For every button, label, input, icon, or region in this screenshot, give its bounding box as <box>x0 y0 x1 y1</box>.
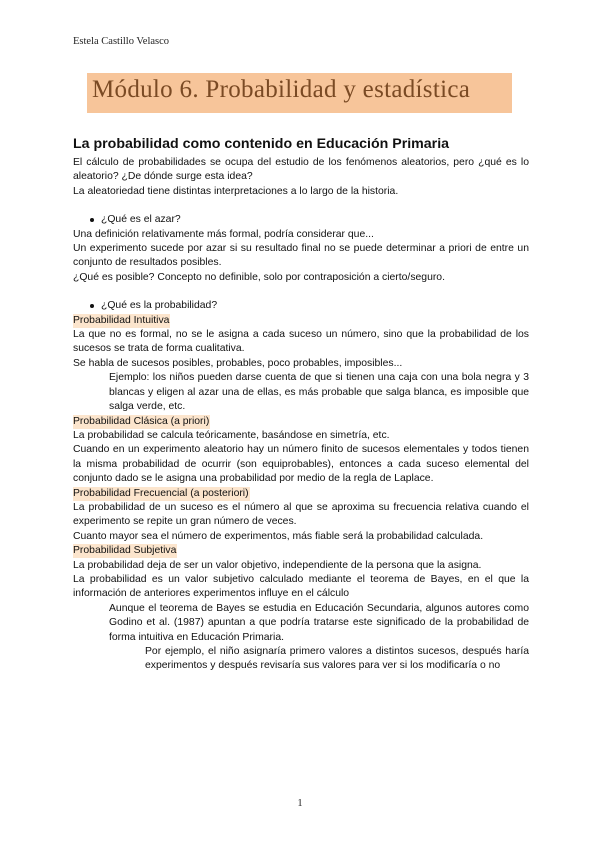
bullet-azar-text: ¿Qué es el azar? <box>101 214 181 226</box>
subjetiva-paragraph-1: La probabilidad deja de ser un valor objetivo, independiente de la persona que la asigna. <box>73 559 482 571</box>
subjetiva-paragraph-2: La probabilidad es un valor subjetivo calculado mediante el teorema de Bayes, en el que la información de anteriores experimentos influye en el cálculo <box>73 573 529 600</box>
azar-paragraph-1: Una definición relativamente más formal, podría considerar que... <box>73 228 374 240</box>
bullet-dot-icon <box>90 304 94 308</box>
bullet-probabilidad <box>73 299 529 313</box>
clasica-paragraph-2: Cuando en un experimento aleatorio hay un número finito de sucesos elementales y todos tienen la misma probabilidad de ocurrir (son equiprobables), entonces a cada suceso elemental del conjunto dado se le asigna una probabilidad por medio de la regla de Laplace. <box>73 444 529 485</box>
label-probabilidad-subjetiva: Probabilidad Subjetiva <box>73 545 177 557</box>
intuitiva-example: Ejemplo: los niños pueden darse cuenta de que si tienen una caja con una bola negra y 3 blancas y eligen al azar una de ellas, es más probable que salga blanca, es imposible que salga verde, etc. <box>109 372 529 413</box>
bullet-azar <box>73 213 529 227</box>
subjetiva-example: Por ejemplo, el niño asignaría primero valores a distintos sucesos, después haría experimentos y después revisaría sus valores para ver si los modificaría o no <box>145 646 529 672</box>
bullet-dot-icon <box>90 218 94 222</box>
bullet-probabilidad-text: ¿Qué es la probabilidad? <box>101 300 218 312</box>
azar-paragraph-3: ¿Qué es posible? Concepto no definible, solo por contraposición a cierto/seguro. <box>73 271 445 283</box>
author-name: Estela Castillo Velasco <box>73 36 170 47</box>
document-body <box>73 135 529 674</box>
intuitiva-paragraph-1: La que no es formal, no se le asigna a cada suceso un número, sino que la probabilidad de los sucesos se trata de forma cualitativa. <box>73 329 529 355</box>
clasica-paragraph-1: La probabilidad se calcula teóricamente, basándose en simetría, etc. <box>73 429 390 441</box>
page-title: Módulo 6. Probabilidad y estadística <box>92 76 471 103</box>
intuitiva-paragraph-2: Se habla de sucesos posibles, probables, poco probables, imposibles... <box>73 357 403 369</box>
subjetiva-note: Aunque el teorema de Bayes se estudia en Educación Secundaria, algunos autores como Godino et al. (1987) apuntan a que podría tratarse este significado de la probabilidad de forma intuitiva en Educación Primaria. <box>109 602 529 643</box>
section-heading: La probabilidad como contenido en Educación Primaria <box>73 136 450 152</box>
label-probabilidad-frecuencial: Probabilidad Frecuencial (a posteriori) <box>73 487 249 499</box>
frecuencial-paragraph-2: Cuanto mayor sea el número de experimentos, más fiable será la probabilidad calculada. <box>73 530 484 542</box>
azar-paragraph-2: Un experimento sucede por azar si su resultado final no se puede determinar a priori de entre un conjunto de resultados posibles. <box>73 243 529 269</box>
intro-paragraph-2: La aleatoriedad tiene distintas interpretaciones a lo largo de la historia. <box>73 185 399 197</box>
label-probabilidad-intuitiva: Probabilidad Intuitiva <box>73 314 170 326</box>
page-number: 1 <box>297 798 303 809</box>
intro-paragraph-1: El cálculo de probabilidades se ocupa del estudio de los fenómenos aleatorios, pero ¿qué es lo aleatorio? ¿De dónde surge esta idea? <box>73 157 529 183</box>
label-probabilidad-clasica: Probabilidad Clásica (a priori) <box>73 415 210 427</box>
frecuencial-paragraph-1: La probabilidad de un suceso es el número al que se aproxima su frecuencia relativa cuando el experimento se repite un gran número de veces. <box>73 501 529 528</box>
